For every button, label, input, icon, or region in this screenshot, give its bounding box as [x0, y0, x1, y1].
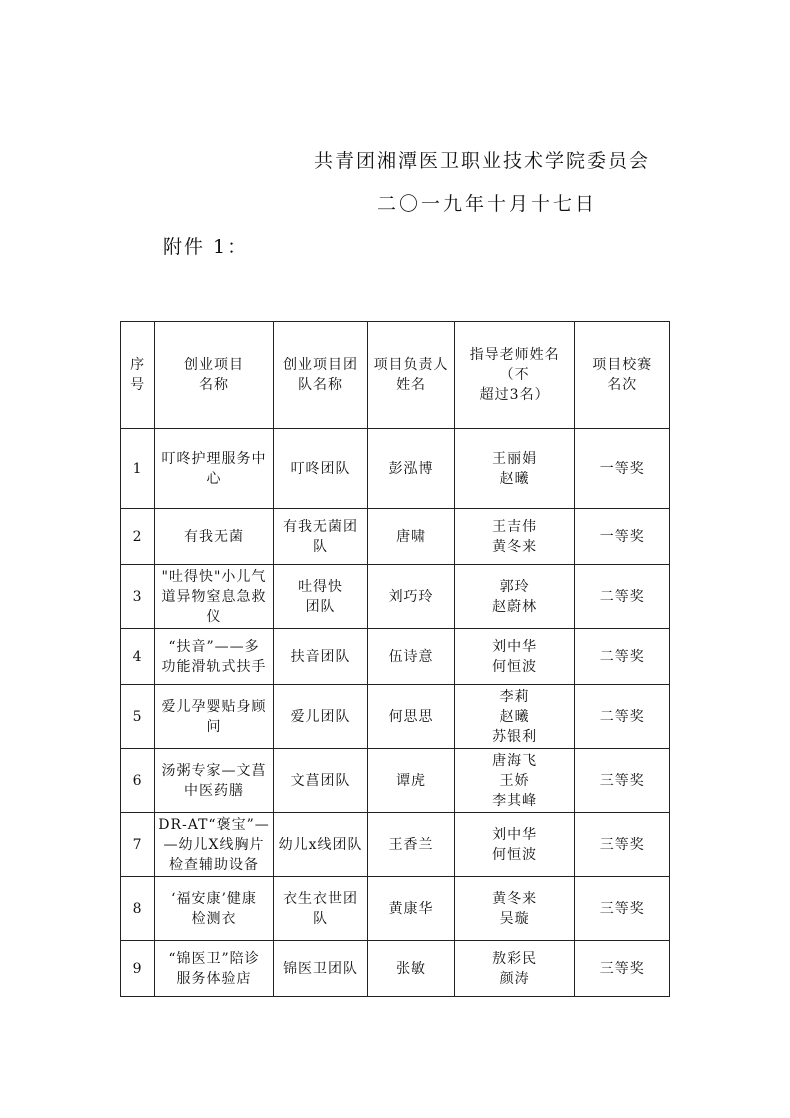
- cell-index: 9: [121, 941, 155, 997]
- cell-advisors-line: 赵蔚林: [492, 598, 538, 615]
- cell-project-line: 汤粥专家—文菖: [161, 762, 267, 779]
- issue-date: 二〇一九年十月十七日: [377, 193, 598, 215]
- cell-advisors-line: 唐海飞: [492, 752, 538, 769]
- table-row: [121, 813, 670, 877]
- cell-advisors-line: 黄冬来: [492, 890, 538, 907]
- cell-team-line: 锦医卫团队: [283, 960, 359, 977]
- cell-rank: 三等奖: [575, 941, 670, 997]
- attachment-label: 附件 1：: [163, 236, 249, 258]
- cell-project: [155, 813, 274, 877]
- cell-advisors-line: 何恒波: [492, 846, 538, 863]
- cell-index: 3: [121, 565, 155, 629]
- cell-index: 1: [121, 429, 155, 509]
- cell-rank: 一等奖: [575, 509, 670, 565]
- header-rank-line: 名次: [607, 377, 638, 393]
- cell-advisors-line: 敖彩民: [492, 950, 538, 967]
- cell-index: 6: [121, 749, 155, 813]
- cell-leader: 唐啸: [368, 509, 454, 565]
- cell-index: 4: [121, 629, 155, 685]
- cell-advisors: [454, 429, 575, 509]
- cell-leader: 何思思: [368, 685, 454, 749]
- table-row: [121, 429, 670, 509]
- cell-rank: 二等奖: [575, 629, 670, 685]
- cell-advisors-line: 王吉伟: [492, 518, 538, 535]
- cell-advisors: [454, 941, 575, 997]
- header-leader-line: 姓名: [396, 377, 427, 393]
- table-row: [121, 941, 670, 997]
- cell-leader: 张敏: [368, 941, 454, 997]
- cell-team-line: 文菖团队: [290, 772, 351, 789]
- cell-project-line: ‘福安康’健康: [171, 890, 257, 907]
- cell-index: 7: [121, 813, 155, 877]
- cell-leader: 伍诗意: [368, 629, 454, 685]
- cell-advisors: [454, 629, 575, 685]
- cell-advisors-line: 黄冬来: [492, 538, 538, 555]
- cell-rank: 三等奖: [575, 877, 670, 941]
- award-table: [120, 321, 670, 997]
- table-row: [121, 749, 670, 813]
- table-row: [121, 629, 670, 685]
- cell-advisors-line: 赵曦: [499, 470, 530, 487]
- org-name: 共青团湘潭医卫职业技术学院委员会: [314, 150, 651, 172]
- cell-team-line: 爱儿团队: [290, 708, 351, 725]
- cell-project-line: 仪: [206, 608, 222, 625]
- header-project-line: 名称: [198, 377, 229, 393]
- cell-team: [273, 877, 368, 941]
- cell-team: [273, 429, 368, 509]
- cell-rank: 二等奖: [575, 685, 670, 749]
- cell-team-line: 队: [313, 538, 329, 555]
- cell-project-line: “锦医卫”陪诊: [168, 950, 260, 967]
- cell-rank: 一等奖: [575, 429, 670, 509]
- cell-advisors-line: 颜涛: [499, 970, 530, 987]
- cell-project: [155, 877, 274, 941]
- cell-project-line: 心: [206, 470, 222, 487]
- cell-advisors-line: 王娇: [499, 772, 530, 789]
- cell-project-line: 道异物窒息急救: [161, 588, 267, 605]
- header-team: [273, 322, 368, 429]
- cell-project-line: 服务体验店: [176, 970, 252, 987]
- header-leader: [368, 322, 454, 429]
- cell-advisors-line: 王丽娟: [492, 450, 538, 467]
- cell-index: 5: [121, 685, 155, 749]
- cell-team-line: 幼儿x线团队: [278, 836, 363, 853]
- cell-project: [155, 749, 274, 813]
- header-team-line: 队名称: [298, 377, 344, 393]
- cell-leader: 谭虎: [368, 749, 454, 813]
- header-index: 序号: [121, 322, 155, 429]
- cell-advisors: [454, 685, 575, 749]
- header-rank: [575, 322, 670, 429]
- cell-leader: 彭泓博: [368, 429, 454, 509]
- cell-team: [273, 813, 368, 877]
- cell-project-line: 检测衣: [191, 910, 237, 927]
- cell-advisors-line: 赵曦: [499, 708, 530, 725]
- header-advisors: [454, 322, 575, 429]
- cell-project: [155, 509, 274, 565]
- cell-team: [273, 629, 368, 685]
- cell-advisors: [454, 509, 575, 565]
- cell-project-line: 爱儿孕婴贴身顾: [161, 698, 267, 715]
- header-advisors-line: 超过3名）: [479, 387, 550, 403]
- table-row: [121, 877, 670, 941]
- header-project: [155, 322, 274, 429]
- cell-project: [155, 429, 274, 509]
- cell-index: 8: [121, 877, 155, 941]
- cell-project-line: —幼儿X线胸片: [163, 836, 265, 853]
- table-row: [121, 685, 670, 749]
- cell-project-line: 功能滑轨式扶手: [161, 658, 267, 675]
- cell-advisors-line: 李其峰: [492, 792, 538, 809]
- cell-project-line: 检查辅助设备: [168, 856, 259, 873]
- cell-team: [273, 749, 368, 813]
- cell-team-line: 扶音团队: [290, 648, 351, 665]
- cell-leader: 刘巧玲: [368, 565, 454, 629]
- cell-advisors: [454, 565, 575, 629]
- cell-team: [273, 509, 368, 565]
- cell-team-line: 团队: [305, 598, 336, 615]
- cell-advisors-line: 苏银利: [492, 728, 538, 745]
- cell-project: [155, 685, 274, 749]
- table-row: [121, 509, 670, 565]
- header-team-line: 创业项目团: [283, 357, 359, 373]
- cell-team: [273, 565, 368, 629]
- cell-project-line: 叮咚护理服务中: [161, 450, 267, 467]
- cell-advisors-line: 李莉: [499, 688, 530, 705]
- cell-advisors-line: 郭玲: [499, 578, 530, 595]
- cell-team-line: 叮咚团队: [290, 460, 351, 477]
- cell-advisors-line: 刘中华: [492, 638, 538, 655]
- header-project-line: 创业项目: [183, 357, 244, 373]
- cell-advisors: [454, 749, 575, 813]
- header-leader-line: 项目负责人: [373, 357, 449, 373]
- cell-advisors-line: 吴璇: [499, 910, 530, 927]
- table-header-row: [121, 322, 670, 429]
- cell-team: [273, 941, 368, 997]
- cell-rank: 二等奖: [575, 565, 670, 629]
- cell-advisors: [454, 877, 575, 941]
- cell-project: [155, 941, 274, 997]
- cell-project: [155, 565, 274, 629]
- cell-project-line: 问: [206, 718, 222, 735]
- cell-advisors: [454, 813, 575, 877]
- cell-team: [273, 685, 368, 749]
- cell-project-line: "吐得快"小儿气: [161, 568, 267, 585]
- table-row: [121, 565, 670, 629]
- cell-leader: 王香兰: [368, 813, 454, 877]
- cell-index: 2: [121, 509, 155, 565]
- cell-team-line: 队: [313, 910, 329, 927]
- header-rank-line: 项目校赛: [592, 357, 653, 373]
- cell-team-line: 衣生衣世团: [283, 890, 359, 907]
- cell-project-line: 中医药膳: [183, 782, 244, 799]
- cell-advisors-line: 刘中华: [492, 826, 538, 843]
- cell-project-line: 有我无菌: [183, 528, 244, 545]
- cell-rank: 三等奖: [575, 749, 670, 813]
- cell-rank: 三等奖: [575, 813, 670, 877]
- cell-team-line: 有我无菌团: [283, 518, 359, 535]
- cell-project-line: “扶音”——多: [168, 638, 260, 655]
- cell-leader: 黄康华: [368, 877, 454, 941]
- header-advisors-line: 指导老师姓名（不: [469, 347, 560, 383]
- cell-project: [155, 629, 274, 685]
- cell-team-line: 吐得快: [298, 578, 344, 595]
- cell-advisors-line: 何恒波: [492, 658, 538, 675]
- cell-project-line: DR-AT“褒宝”—: [158, 816, 270, 833]
